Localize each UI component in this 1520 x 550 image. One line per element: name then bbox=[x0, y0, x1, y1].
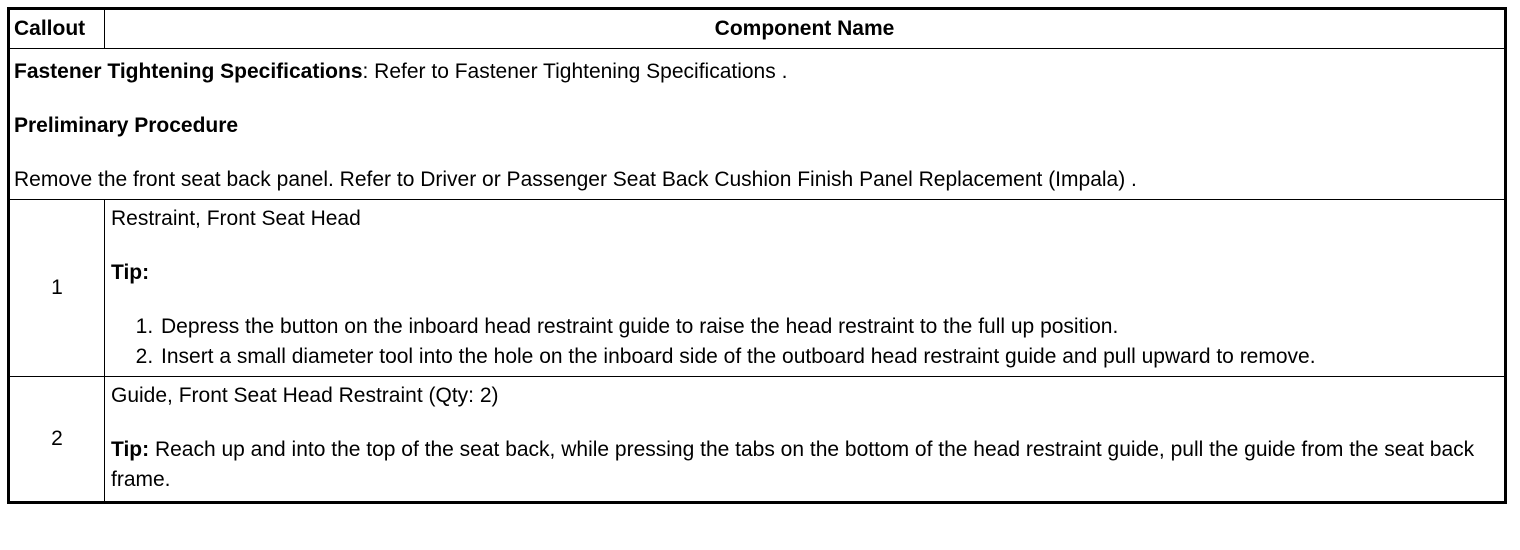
intro-row bbox=[9, 49, 1506, 200]
fastener-spec-text[interactable]: : Refer to Fastener Tightening Specifications . bbox=[362, 60, 788, 83]
list-item: 2. Insert a small diameter tool into the hole on the inboard side of the outboard head restraint guide and pull upward to remove. bbox=[159, 342, 1498, 372]
preliminary-procedure-heading bbox=[14, 111, 1500, 141]
table-row bbox=[9, 377, 1506, 503]
component-name-header: Component Name bbox=[105, 9, 1506, 49]
tip-steps-list bbox=[111, 312, 1498, 372]
callout-header: Callout bbox=[9, 9, 105, 49]
tip-label-text: Tip: bbox=[111, 438, 150, 461]
tip-text: Reach up and into the top of the seat back, while pressing the tabs on the bottom of the head restraint guide, pull the guide from the seat back frame. bbox=[111, 438, 1475, 491]
callout-number: 2 bbox=[9, 377, 105, 503]
fastener-spec-line bbox=[14, 57, 1500, 87]
preliminary-procedure-label: Preliminary Procedure bbox=[14, 114, 239, 137]
component-name: Restraint, Front Seat Head bbox=[111, 207, 361, 230]
fastener-spec-label: Fastener Tightening Specifications bbox=[14, 60, 363, 83]
tip-paragraph bbox=[111, 435, 1498, 495]
component-cell bbox=[105, 200, 1506, 377]
header-row bbox=[9, 9, 1506, 49]
component-cell bbox=[105, 377, 1506, 503]
preliminary-procedure-text[interactable]: Remove the front seat back panel. Refer to Driver or Passenger Seat Back Cushion Finish Panel Replacement (Impala) . bbox=[14, 168, 1137, 191]
list-item: 1. Depress the button on the inboard head restraint guide to raise the head restraint to the full up position. bbox=[159, 312, 1498, 342]
component-table bbox=[7, 7, 1507, 504]
tip-label-text: Tip: bbox=[111, 261, 150, 284]
callout-number: 1 bbox=[9, 200, 105, 377]
intro-cell bbox=[9, 49, 1506, 200]
table-row bbox=[9, 200, 1506, 377]
tip-label bbox=[111, 258, 1498, 288]
component-name: Guide, Front Seat Head Restraint (Qty: 2) bbox=[111, 384, 499, 407]
